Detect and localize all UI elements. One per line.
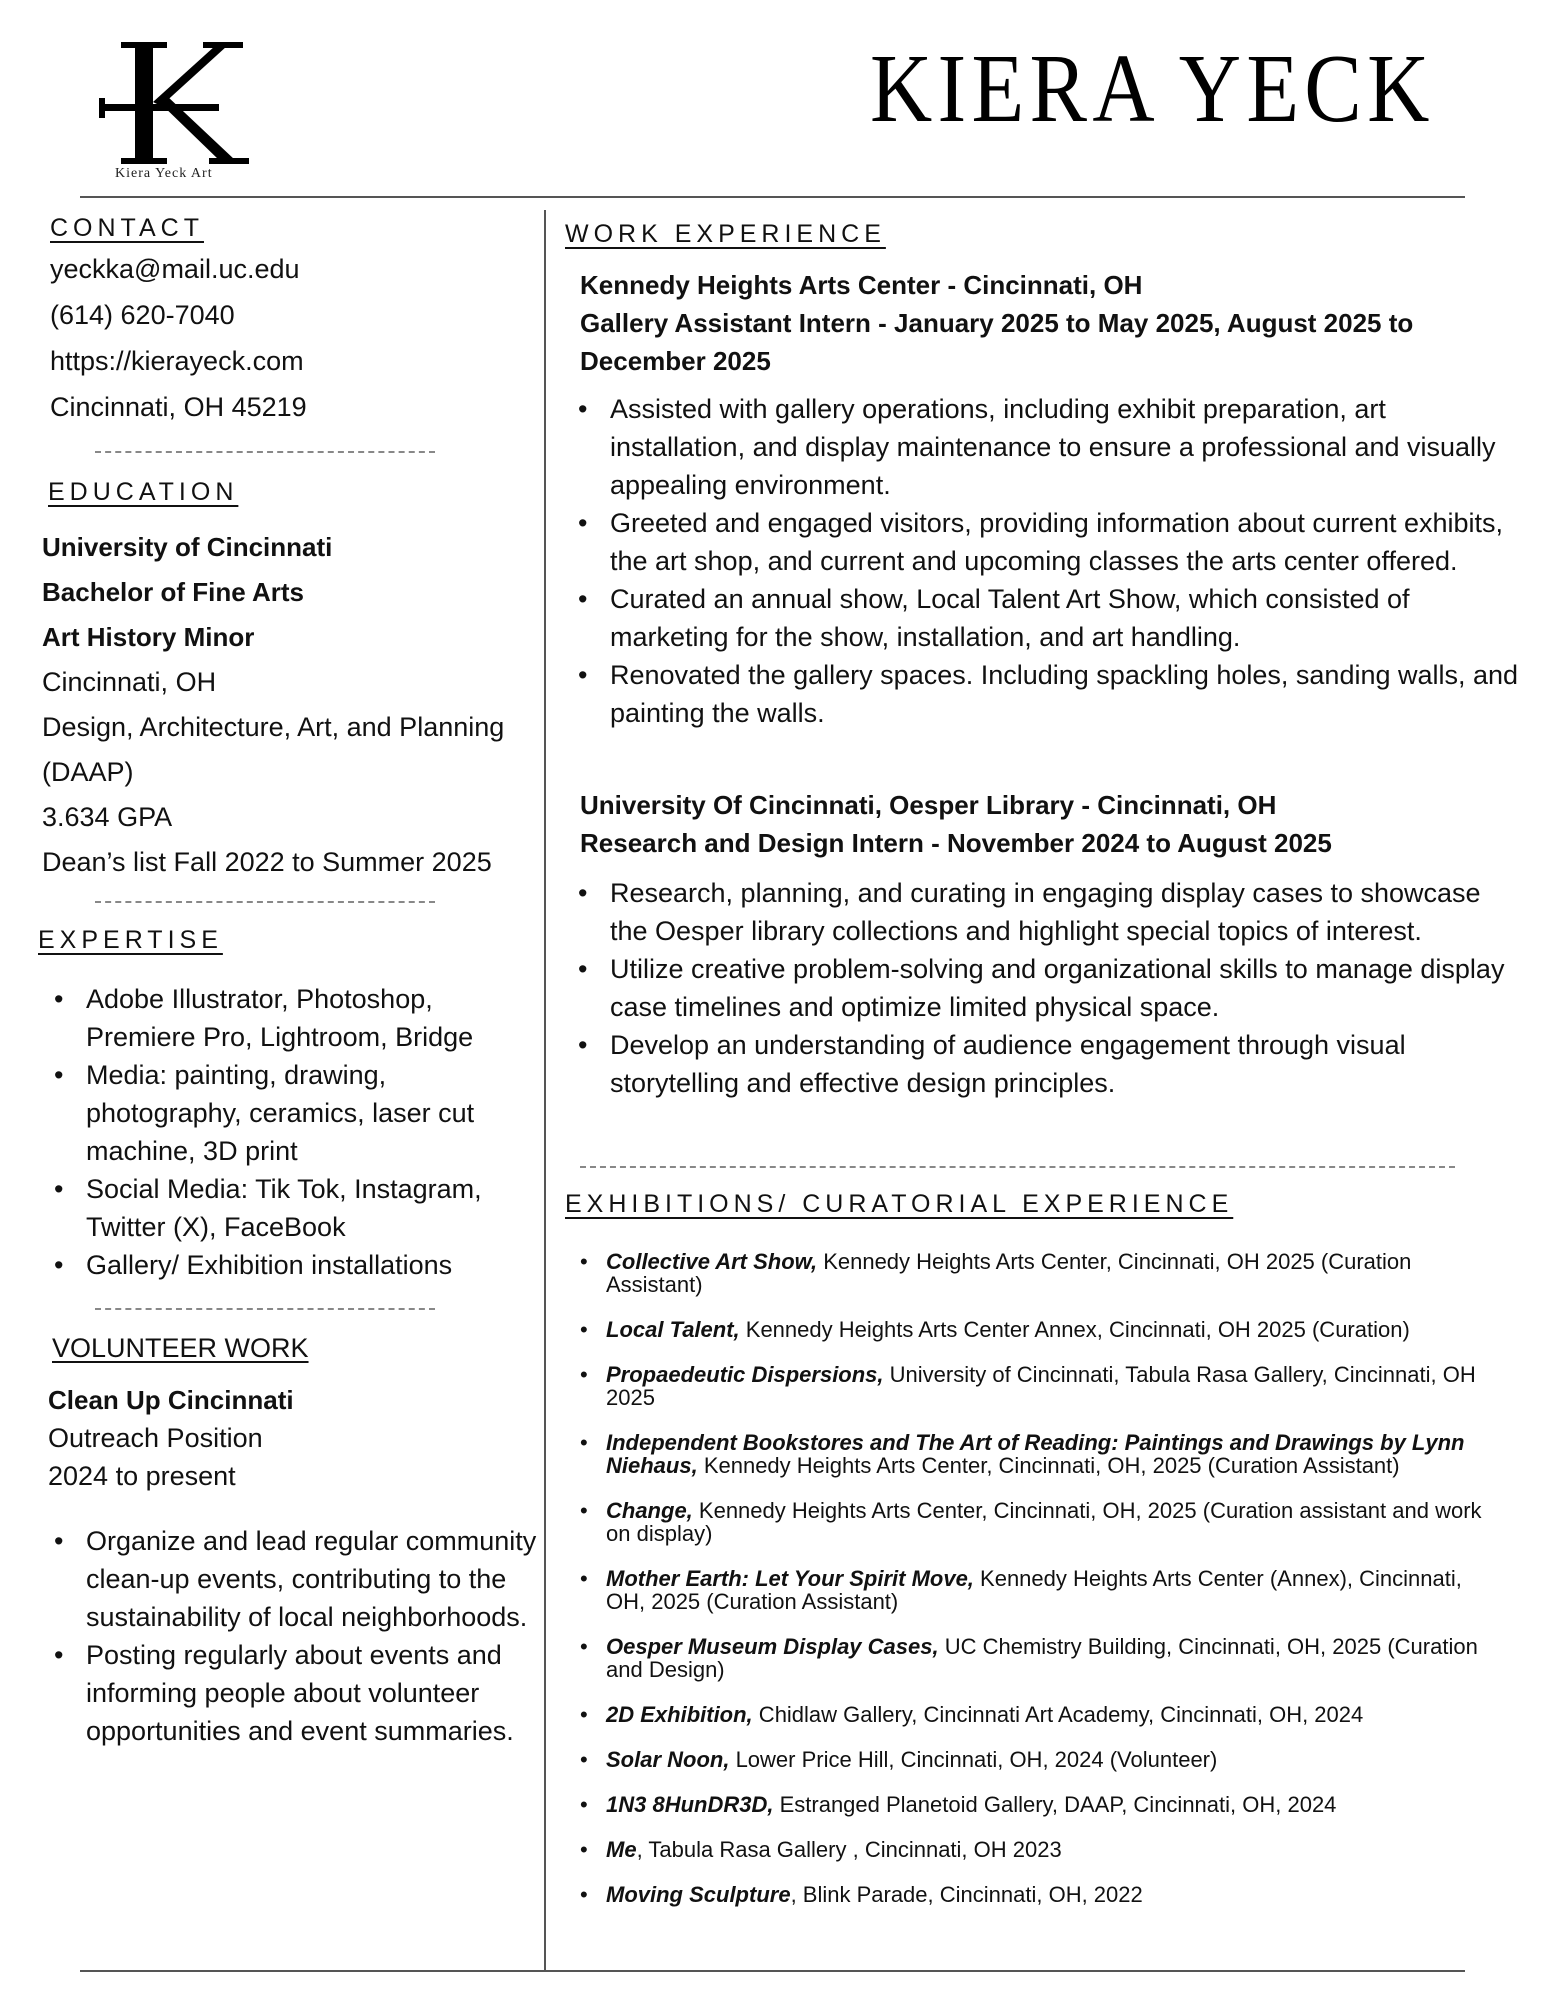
volunteer-dates: 2024 to present (48, 1461, 236, 1491)
resume-name: KIERA YECK (870, 35, 1435, 143)
contact-divider (95, 451, 435, 453)
list-item: • Posting regularly about events and informing people about volunteer opportunities and event summaries. (86, 1636, 546, 1750)
education-city: Cincinnati, OH (42, 667, 217, 697)
list-item: • Local Talent, Kennedy Heights Arts Center Annex, Cincinnati, OH 2025 (Curation) (606, 1318, 1506, 1341)
volunteer-heading: VOLUNTEER WORK (52, 1333, 309, 1363)
footer-divider (80, 1970, 1465, 1972)
education-school: University of Cincinnati (42, 532, 333, 562)
list-item: • Moving Sculpture, Blink Parade, Cincinnati, OH, 2022 (606, 1883, 1506, 1906)
list-item: • Assisted with gallery operations, including exhibit preparation, art installation, and display maintenance to ensure a professional and visually appealing environment. (610, 390, 1520, 504)
header-divider (80, 196, 1465, 198)
exhibitions-heading: EXHIBITIONS/ CURATORIAL EXPERIENCE (565, 1190, 1234, 1218)
education-heading: EDUCATION (48, 478, 239, 506)
list-item: • Research, planning, and curating in engaging display cases to showcase the Oesper library collections and highlight special topics of interest. (610, 874, 1520, 950)
list-item: • Renovated the gallery spaces. Including spackling holes, sanding walls, and painting the walls. (610, 656, 1520, 732)
list-item: • Solar Noon, Lower Price Hill, Cincinnati, OH, 2024 (Volunteer) (606, 1748, 1506, 1771)
job-title: Research and Design Intern - November 2024 to August 2025 (580, 828, 1332, 858)
list-item: • Adobe Illustrator, Photoshop, Premiere Pro, Lightroom, Bridge (86, 980, 546, 1056)
education-minor: Art History Minor (42, 622, 255, 652)
exhibitions-list (578, 1250, 1506, 1928)
list-item: • Collective Art Show, Kennedy Heights Arts Center, Cincinnati, OH 2025 (Curation Assistant) (606, 1250, 1506, 1296)
volunteer-org: Clean Up Cincinnati (48, 1385, 294, 1415)
ky-monogram-icon (95, 40, 255, 166)
job-org: University Of Cincinnati, Oesper Library - Cincinnati, OH (580, 790, 1277, 820)
list-item: • Utilize creative problem-solving and organizational skills to manage display case timelines and optimize limited physical space. (610, 950, 1520, 1026)
list-item: • Independent Bookstores and The Art of Reading: Paintings and Drawings by Lynn Niehaus, Kennedy Heights Arts Center, Cincinnati, OH, 2025 (Curation Assistant) (606, 1431, 1506, 1477)
list-item: • Curated an annual show, Local Talent Art Show, which consisted of marketing for the show, installation, and art handling. (610, 580, 1520, 656)
education-divider (95, 901, 435, 903)
list-item: • Mother Earth: Let Your Spirit Move, Kennedy Heights Arts Center (Annex), Cincinnati, OH, 2025 (Curation Assistant) (606, 1567, 1506, 1613)
work-heading: WORK EXPERIENCE (565, 220, 886, 248)
work-divider (580, 1166, 1455, 1168)
job-org: Kennedy Heights Arts Center - Cincinnati, OH (580, 270, 1143, 300)
contact-website[interactable]: https://kierayeck.com (50, 346, 304, 376)
list-item: • Oesper Museum Display Cases, UC Chemistry Building, Cincinnati, OH, 2025 (Curation and Design) (606, 1635, 1506, 1681)
expertise-divider (95, 1308, 435, 1310)
expertise-list (54, 980, 546, 1284)
list-item: • 2D Exhibition, Chidlaw Gallery, Cincinnati Art Academy, Cincinnati, OH, 2024 (606, 1703, 1506, 1726)
volunteer-list (54, 1522, 546, 1750)
list-item: • Develop an understanding of audience engagement through visual storytelling and effective design principles. (610, 1026, 1520, 1102)
list-item: • Change, Kennedy Heights Arts Center, Cincinnati, OH, 2025 (Curation assistant and work on display) (606, 1499, 1506, 1545)
list-item: • Organize and lead regular community clean-up events, contributing to the sustainability of local neighborhoods. (86, 1522, 546, 1636)
contact-heading: CONTACT (50, 214, 204, 242)
list-item: • Gallery/ Exhibition installations (86, 1246, 546, 1284)
volunteer-role: Outreach Position (48, 1423, 263, 1453)
contact-location: Cincinnati, OH 45219 (50, 392, 307, 422)
contact-phone[interactable]: (614) 620-7040 (50, 300, 235, 330)
job-bullets (578, 390, 1520, 732)
list-item: • Me, Tabula Rasa Gallery , Cincinnati, OH 2023 (606, 1838, 1506, 1861)
list-item: • Social Media: Tik Tok, Instagram, Twitter (X), FaceBook (86, 1170, 546, 1246)
list-item: • Media: painting, drawing, photography, ceramics, laser cut machine, 3D print (86, 1056, 546, 1170)
expertise-heading: EXPERTISE (38, 926, 223, 954)
contact-email[interactable]: yeckka@mail.uc.edu (50, 254, 300, 284)
education-honors: Dean’s list Fall 2022 to Summer 2025 (42, 847, 492, 877)
list-item: • 1N3 8HunDR3D, Estranged Planetoid Gallery, DAAP, Cincinnati, OH, 2024 (606, 1793, 1506, 1816)
job-title: Gallery Assistant Intern - January 2025 to May 2025, August 2025 to December 2025 (580, 308, 1414, 376)
education-degree: Bachelor of Fine Arts (42, 577, 304, 607)
job-bullets (578, 874, 1520, 1102)
list-item: • Propaedeutic Dispersions, University of Cincinnati, Tabula Rasa Gallery, Cincinnati, OH 2025 (606, 1363, 1506, 1409)
logo (95, 40, 255, 190)
education-gpa: 3.634 GPA (42, 802, 173, 832)
logo-caption: Kiera Yeck Art (115, 166, 213, 181)
list-item: • Greeted and engaged visitors, providing information about current exhibits, the art shop, and current and upcoming classes the arts center offered. (610, 504, 1520, 580)
education-college-abbrev: (DAAP) (42, 757, 134, 787)
education-college: Design, Architecture, Art, and Planning (42, 712, 505, 742)
